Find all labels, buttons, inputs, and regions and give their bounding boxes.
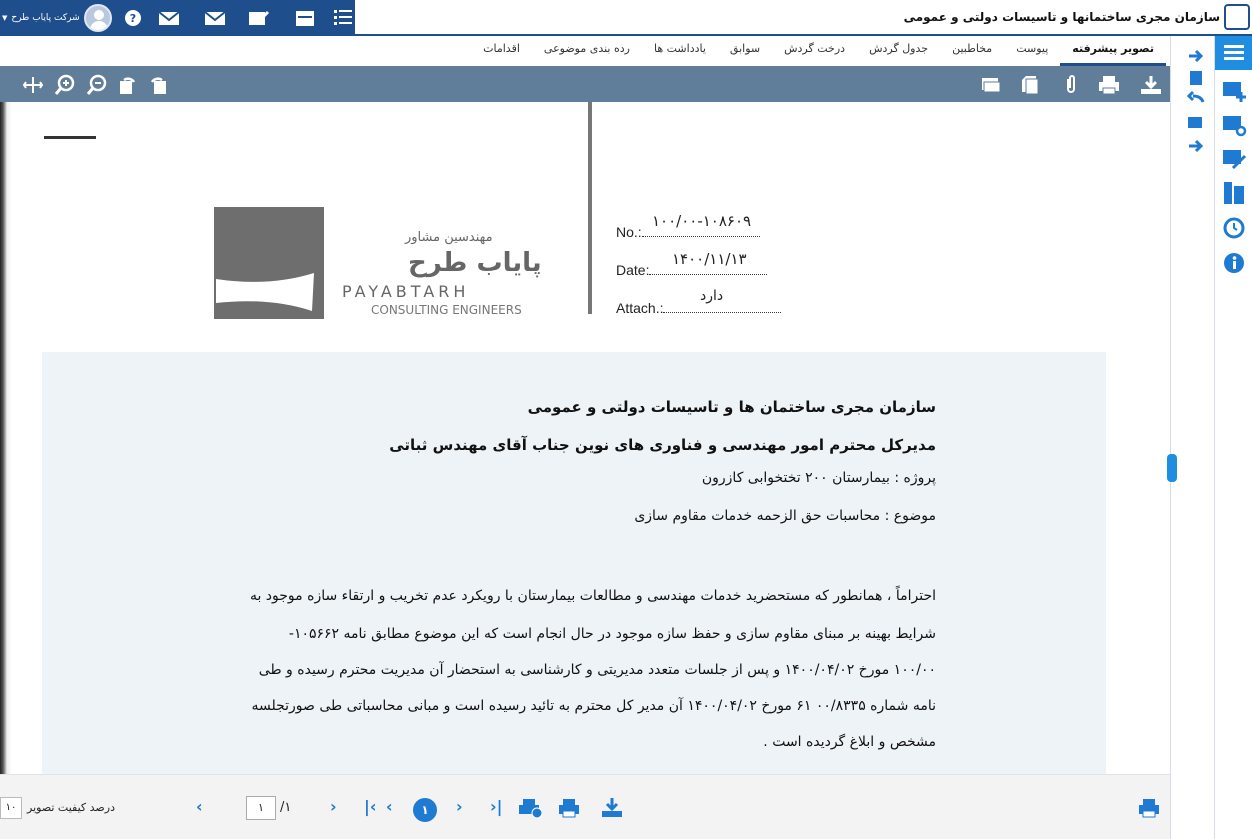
document-icon[interactable] bbox=[1187, 70, 1205, 86]
project-line: پروژه : بیمارستان ۲۰۰ تختخوابی کازرون bbox=[701, 470, 936, 486]
avatar[interactable] bbox=[84, 4, 112, 32]
print-add-icon[interactable] bbox=[518, 797, 542, 819]
new-letter-icon[interactable] bbox=[1221, 78, 1247, 104]
svg-text:?: ? bbox=[129, 12, 137, 25]
tab-notes[interactable]: یادداشت ها bbox=[653, 42, 706, 55]
top-bar-user-area bbox=[0, 0, 355, 36]
letter-attach-row bbox=[616, 300, 781, 316]
document-image bbox=[0, 102, 1170, 774]
letterhead-divider bbox=[588, 102, 592, 314]
list-icon[interactable] bbox=[332, 8, 354, 28]
mail-icon[interactable] bbox=[158, 8, 180, 28]
chevron-right-icon[interactable]: › bbox=[330, 797, 337, 816]
subject-line: موضوع : محاسبات حق الزحمه خدمات مقاوم سازی bbox=[634, 508, 936, 524]
tab-classification[interactable]: رده بندی موضوعی bbox=[543, 42, 630, 55]
chevron-left-icon[interactable]: ‹ bbox=[196, 797, 203, 816]
body-line: نامه شماره ۰۰/۸۳۳۵ ۶۱ مورخ ۱۴۰۰/۰۴/۰۲ آن مدیر کل محترم به تائید رسیده است و مبانی محاسباتی طی صورتجلسه bbox=[251, 698, 936, 714]
print-icon[interactable] bbox=[1138, 797, 1162, 819]
firm-name-fa-small: مهندسین مشاور bbox=[405, 230, 493, 245]
letter-number: ۱۰۰/۰۰-۱۰۸۶۰۹ bbox=[652, 212, 752, 230]
first-page-icon[interactable]: |‹ bbox=[364, 797, 377, 816]
current-page-badge[interactable]: ۱ bbox=[413, 798, 437, 822]
quality-input[interactable]: ۱۰ bbox=[0, 797, 22, 819]
help-icon[interactable] bbox=[122, 8, 144, 28]
scan-mark bbox=[44, 136, 96, 139]
attach-label: Attach.: bbox=[616, 300, 664, 316]
recipient-org: سازمان مجری ساختمان ها و تاسیسات دولتی و عمومی bbox=[527, 398, 936, 416]
body-line: مشخص و ابلاغ گردیده است . bbox=[763, 734, 936, 750]
quality-label: درصد کیفیت تصویر bbox=[27, 801, 115, 814]
tab-contacts[interactable]: مخاطبین bbox=[952, 42, 993, 55]
prev-page-icon[interactable]: ‹ bbox=[386, 797, 393, 816]
paperclip-icon[interactable] bbox=[1060, 74, 1082, 96]
tab-history[interactable]: سوابق bbox=[729, 42, 761, 55]
firm-name-fa: پایاب طرح bbox=[408, 248, 542, 278]
body-line: ۱۰۰/۰۰ مورخ ۱۴۰۰/۰۴/۰۲ و پس از جلسات متعدد مدیریتی و کارشناسی به استحضار آن مدیریت محترم رسیده و طی bbox=[258, 662, 936, 678]
recipient-person: مدیرکل محترم امور مهندسی و فناوری های نوین جناب آقای مهندس ثباتی bbox=[389, 436, 936, 454]
hamburger-icon bbox=[1215, 36, 1252, 70]
forward-arrow-icon[interactable] bbox=[1187, 48, 1205, 64]
viewer-toolbar bbox=[0, 66, 1170, 102]
rotate-right-icon[interactable] bbox=[148, 74, 170, 96]
company-name: شرکت پایاب طرح bbox=[11, 13, 80, 23]
side-menu bbox=[1214, 36, 1252, 839]
tab-bar bbox=[0, 36, 1170, 66]
zoom-in-icon[interactable] bbox=[54, 74, 76, 96]
tab-workflow-tree[interactable]: درخت گردش bbox=[784, 42, 846, 55]
tab-workflow-table[interactable]: جدول گردش bbox=[869, 42, 929, 55]
chevron-down-icon: ▼ bbox=[2, 14, 8, 22]
letter-body bbox=[42, 352, 1106, 774]
firm-name-en: PAYABTARH bbox=[342, 282, 470, 301]
print-page-icon[interactable] bbox=[558, 797, 582, 819]
compose-icon[interactable] bbox=[248, 8, 270, 28]
panel-resize-handle[interactable] bbox=[1167, 454, 1177, 482]
next-page-icon[interactable]: › bbox=[456, 797, 463, 816]
edit-icon[interactable] bbox=[1187, 114, 1205, 130]
firm-subtitle: CONSULTING ENGINEERS bbox=[371, 303, 522, 317]
tab-advanced-image[interactable]: تصویر پیشرفته bbox=[1060, 36, 1166, 66]
last-page-icon[interactable]: ›| bbox=[490, 797, 503, 816]
firm-logo bbox=[214, 207, 324, 319]
body-line: احتراماً ، همانطور که مستحضرید خدمات مهندسی و مطالعات بیمارستان با رویکرد عدم تخریب و ارتقاء سازه موجود به bbox=[249, 588, 936, 604]
forward-arrow-icon-2[interactable] bbox=[1187, 138, 1205, 154]
print-icon[interactable] bbox=[1098, 74, 1120, 96]
app-logo-icon bbox=[1224, 4, 1250, 30]
letter-attach: دارد bbox=[700, 288, 724, 304]
rotate-left-icon[interactable] bbox=[116, 74, 138, 96]
reply-arrow-icon[interactable] bbox=[1187, 90, 1205, 106]
window-title: سازمان مجری ساختمانها و تاسیسات دولتی و عمومی bbox=[903, 10, 1220, 24]
download-icon[interactable] bbox=[1140, 74, 1162, 96]
page-input[interactable]: ۱ bbox=[246, 796, 276, 820]
fit-width-icon[interactable] bbox=[22, 74, 44, 96]
company-selector[interactable] bbox=[2, 13, 80, 23]
copy-icon[interactable] bbox=[1020, 74, 1042, 96]
inbox-icon[interactable] bbox=[294, 8, 316, 28]
mail-icon-2[interactable] bbox=[204, 8, 226, 28]
body-line: شرایط بهینه بر مبنای مقاوم سازی و حفظ سازه موجود در حال انجام است که این موضوع مطابق نامه ۱۰۵۶۶۲- bbox=[288, 626, 936, 642]
download-icon[interactable] bbox=[600, 797, 624, 819]
info-icon[interactable] bbox=[1221, 250, 1247, 276]
edit-letter-icon[interactable] bbox=[1221, 146, 1247, 172]
alarm-clock-icon[interactable] bbox=[1221, 214, 1247, 240]
number-label: No.: bbox=[616, 224, 642, 240]
tab-attachment[interactable]: پیوست bbox=[1016, 42, 1049, 55]
page-total: /۱ bbox=[280, 800, 292, 815]
quick-actions-rail bbox=[1170, 36, 1214, 839]
scan-edge bbox=[0, 102, 14, 774]
search-letter-icon[interactable] bbox=[1221, 112, 1247, 138]
tab-actions[interactable]: اقدامات bbox=[483, 42, 520, 55]
date-label: Date: bbox=[616, 262, 650, 278]
archive-icon[interactable] bbox=[1221, 180, 1247, 206]
letter-date: ۱۴۰۰/۱۱/۱۳ bbox=[672, 250, 747, 268]
stack-icon[interactable] bbox=[980, 74, 1002, 96]
menu-button[interactable] bbox=[1215, 36, 1252, 70]
zoom-out-icon[interactable] bbox=[86, 74, 108, 96]
pager-bar bbox=[0, 774, 1170, 839]
top-bar bbox=[0, 0, 1252, 36]
